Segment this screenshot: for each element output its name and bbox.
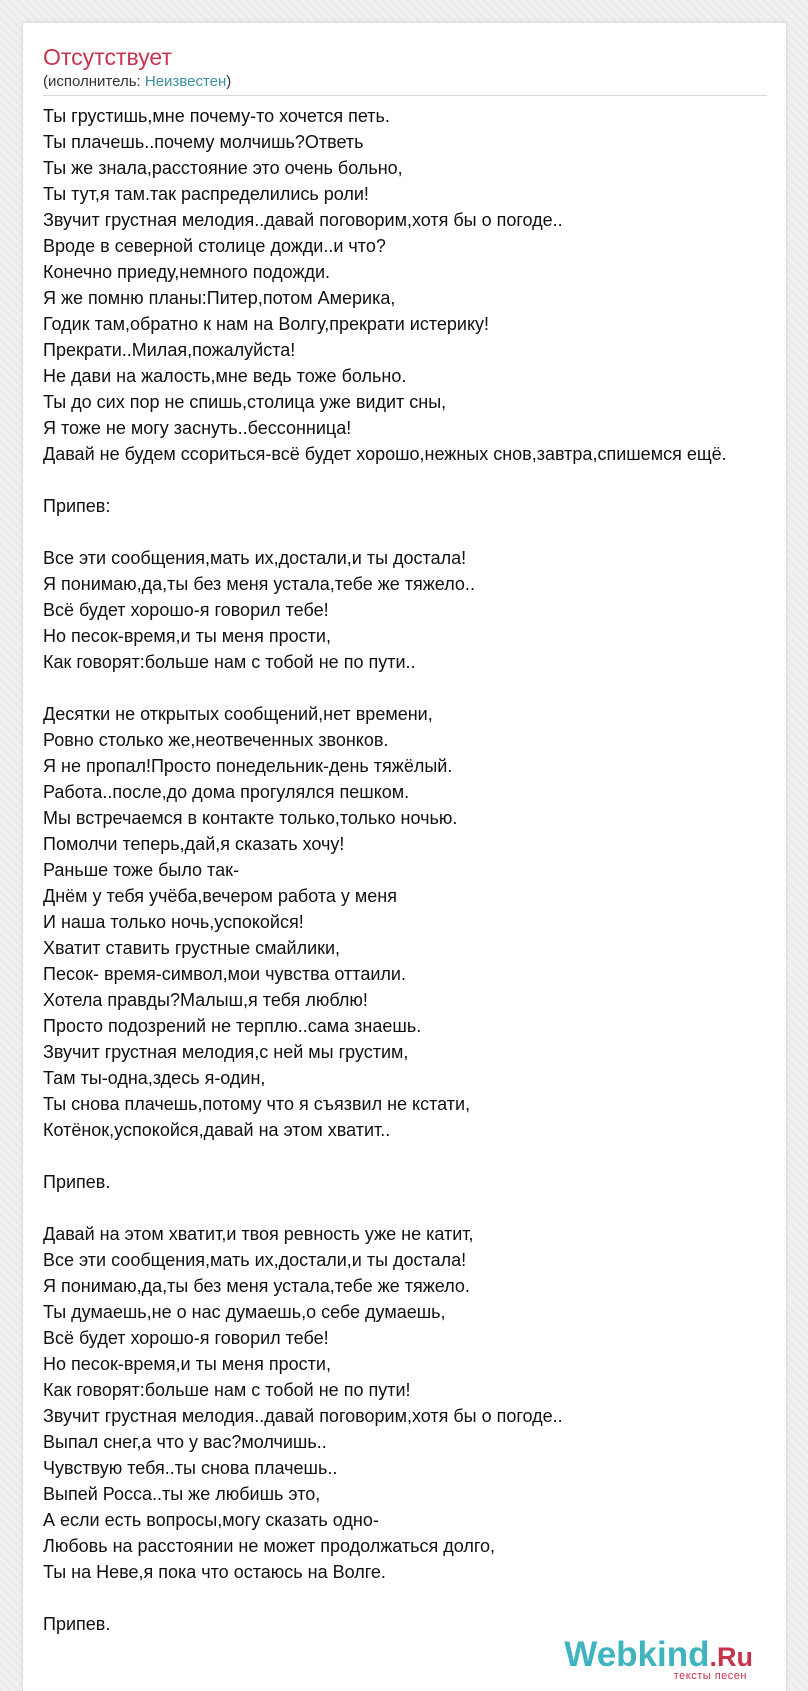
lyric-line: Ты на Неве,я пока что остаюсь на Волге. — [43, 1562, 386, 1582]
lyric-line: Я тоже не могу заснуть..бессонница! — [43, 418, 352, 438]
lyric-line: Чувствую тебя..ты снова плачешь.. — [43, 1458, 338, 1478]
lyric-line: Выпей Росса..ты же любишь это, — [43, 1484, 321, 1504]
lyric-line: Просто подозрений не терплю..сама знаешь. — [43, 1016, 422, 1036]
lyric-line: Ты плачешь..почему молчишь?Ответь — [43, 132, 364, 152]
lyric-line: Вроде в северной столице дожди..и что? — [43, 236, 386, 256]
lyric-line — [43, 1195, 787, 1221]
lyric-line: А если есть вопросы,могу сказать одно- — [43, 1510, 379, 1530]
lyric-line: Ты тут,я там.так распределились роли! — [43, 184, 369, 204]
lyric-line: Ты думаешь,не о нас думаешь,о себе думаешь, — [43, 1302, 446, 1322]
lyric-line: Раньше тоже было так- — [43, 860, 239, 880]
logo-tagline: тексты песен — [673, 1670, 747, 1682]
lyric-line: Всё будет хорошо-я говорил тебе! — [43, 1328, 329, 1348]
lyric-line: Всё будет хорошо-я говорил тебе! — [43, 600, 329, 620]
lyrics-body — [43, 103, 787, 1637]
lyric-line: Но песок-время,и ты меня прости, — [43, 1354, 331, 1374]
artist-prefix: (исполнитель: — [43, 73, 145, 90]
lyric-line — [43, 675, 787, 701]
lyric-line: Ты же знала,расстояние это очень больно, — [43, 158, 403, 178]
lyric-line: Там ты-одна,здесь я-один, — [43, 1068, 266, 1088]
song-title: Отсутствует — [43, 44, 172, 70]
webkind-logo[interactable] — [553, 1635, 753, 1685]
lyric-line: Работа..после,до дома прогулялся пешком. — [43, 782, 410, 802]
lyric-line: Но песок-время,и ты меня прости, — [43, 626, 331, 646]
lyric-line: Звучит грустная мелодия,с ней мы грустим, — [43, 1042, 409, 1062]
lyric-line: Ты снова плачешь,потому что я съязвил не кстати, — [43, 1094, 471, 1114]
lyric-line: Конечно приеду,немного подожди. — [43, 262, 331, 282]
lyric-line: Ты до сих пор не спишь,столица уже видит сны, — [43, 392, 447, 412]
lyric-line: Как говорят:больше нам с тобой не по пути.. — [43, 652, 416, 672]
lyric-line: Все эти сообщения,мать их,достали,и ты достала! — [43, 548, 467, 568]
lyric-line: Припев. — [43, 1614, 111, 1634]
lyric-line: Мы встречаемся в контакте только,только ночью. — [43, 808, 458, 828]
lyric-line: И наша только ночь,успокойся! — [43, 912, 304, 932]
lyric-line: Припев. — [43, 1172, 111, 1192]
lyric-line: Хватит ставить грустные смайлики, — [43, 938, 341, 958]
lyric-line: Песок- время-символ,мои чувства оттаили. — [43, 964, 406, 984]
lyric-line: Помолчи теперь,дай,я сказать хочу! — [43, 834, 345, 854]
artist-line — [43, 72, 231, 92]
lyric-line: Ты грустишь,мне почему-то хочется петь. — [43, 106, 390, 126]
lyric-line — [43, 467, 787, 493]
lyric-line — [43, 1143, 787, 1169]
lyric-line: Давай на этом хватит,и твоя ревность уже не катит, — [43, 1224, 474, 1244]
lyric-line: Днём у тебя учёба,вечером работа у меня — [43, 886, 397, 906]
lyric-line: Я не пропал!Просто понедельник-день тяжёлый. — [43, 756, 453, 776]
lyric-line: Выпал снег,а что у вас?молчишь.. — [43, 1432, 327, 1452]
lyric-line: Не дави на жалость,мне ведь тоже больно. — [43, 366, 407, 386]
lyric-line — [43, 1585, 787, 1611]
logo-main-text: Webkind — [564, 1635, 710, 1674]
lyric-line: Звучит грустная мелодия..давай поговорим,хотя бы о погоде.. — [43, 210, 563, 230]
artist-suffix: ) — [226, 73, 232, 90]
artist-link[interactable]: Неизвестен — [144, 73, 227, 90]
lyric-line: Десятки не открытых сообщений,нет времени, — [43, 704, 433, 724]
lyric-line — [43, 519, 787, 545]
lyric-line: Как говорят:больше нам с тобой не по пути! — [43, 1380, 411, 1400]
lyric-line: Я понимаю,да,ты без меня устала,тебе же тяжело.. — [43, 574, 475, 594]
lyric-line: Годик там,обратно к нам на Волгу,прекрати истерику! — [43, 314, 490, 334]
lyric-line: Давай не будем ссориться-всё будет хорошо,нежных снов,завтра,спишемся ещё. — [43, 444, 727, 464]
header-divider — [43, 95, 767, 96]
logo-tld: .Ru — [709, 1642, 753, 1672]
lyric-line: Звучит грустная мелодия..давай поговорим,хотя бы о погоде.. — [43, 1406, 563, 1426]
lyric-line: Прекрати..Милая,пожалуйста! — [43, 340, 296, 360]
lyric-line: Я понимаю,да,ты без меня устала,тебе же тяжело. — [43, 1276, 470, 1296]
lyric-line: Припев: — [43, 496, 111, 516]
lyric-line: Я же помню планы:Питер,потом Америка, — [43, 288, 396, 308]
lyric-line: Ровно столько же,неотвеченных звонков. — [43, 730, 389, 750]
lyric-line: Любовь на расстоянии не может продолжаться долго, — [43, 1536, 496, 1556]
lyrics-card — [22, 22, 787, 1691]
lyric-line: Хотела правды?Малыш,я тебя люблю! — [43, 990, 368, 1010]
lyric-line: Котёнок,успокойся,давай на этом хватит.. — [43, 1120, 391, 1140]
lyric-line: Все эти сообщения,мать их,достали,и ты достала! — [43, 1250, 467, 1270]
